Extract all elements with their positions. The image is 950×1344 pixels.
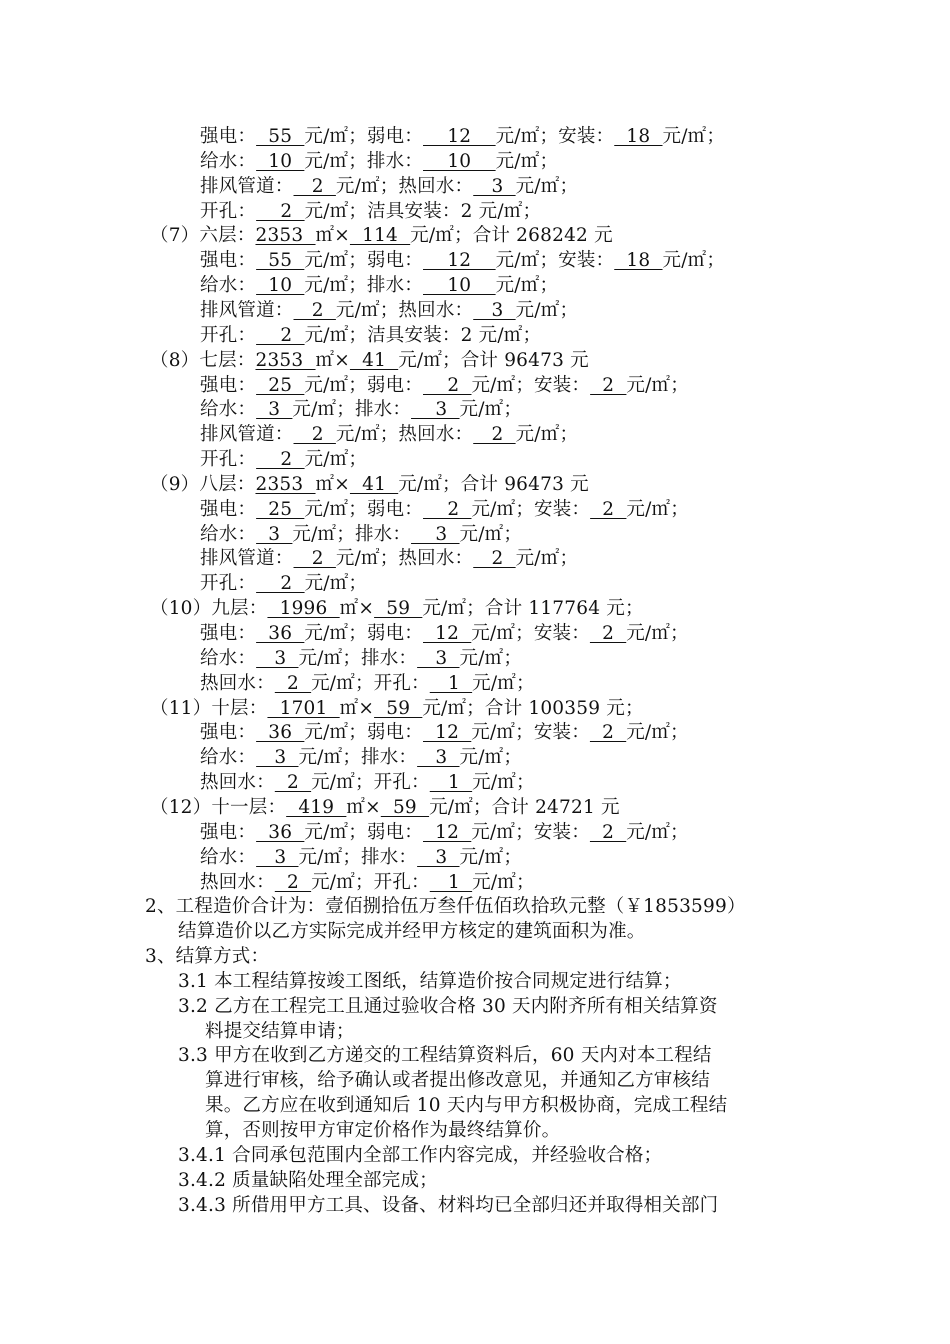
- text-line: [200, 447, 367, 472]
- filled-blank: 59: [374, 598, 423, 620]
- text-segment: 元/㎡；: [515, 424, 579, 446]
- filled-blank: 41: [349, 473, 399, 495]
- filled-blank: 18: [614, 126, 663, 147]
- text-segment: 元/㎡；洁具安装：2 元/㎡；: [304, 324, 542, 346]
- text-line: [200, 546, 578, 571]
- text-line: [150, 348, 589, 373]
- text-segment: 结算造价以乙方实际完成并经甲方核定的建筑面积为准。: [178, 921, 646, 943]
- text-segment: 元/㎡；弱电：: [304, 374, 424, 396]
- text-line: [205, 1019, 355, 1044]
- filled-blank: 2: [590, 498, 627, 520]
- filled-blank: 3: [256, 747, 299, 769]
- text-segment: 元/㎡；开孔：: [311, 772, 430, 794]
- text-line: [200, 770, 535, 795]
- filled-blank: 55: [256, 126, 305, 147]
- text-segment: 排风管道：: [200, 175, 294, 197]
- text-segment: 给水：: [200, 747, 257, 769]
- text-line: [200, 373, 689, 398]
- filled-blank: 3: [411, 523, 460, 545]
- text-segment: 元/㎡；: [626, 623, 689, 644]
- text-segment: 元/㎡；: [472, 672, 535, 694]
- text-segment: 元/㎡；热回水：: [335, 299, 474, 321]
- filled-blank: 55: [256, 250, 305, 272]
- text-segment: 开孔：: [200, 200, 257, 222]
- filled-blank: 1: [429, 871, 473, 893]
- filled-blank: 2: [256, 200, 305, 222]
- text-line: [200, 248, 725, 273]
- filled-blank: 3: [256, 523, 293, 545]
- filled-blank: 12: [423, 250, 496, 272]
- text-segment: 元/㎡；合计 268242 元: [410, 225, 613, 247]
- filled-blank: 2: [256, 449, 305, 471]
- text-segment: 元/㎡；安装：: [471, 722, 590, 744]
- filled-blank: 3: [473, 175, 516, 197]
- text-line: [178, 919, 646, 944]
- text-segment: 元/㎡；: [626, 374, 689, 396]
- text-segment: 强电：: [200, 623, 257, 644]
- text-segment: 开孔：: [200, 449, 257, 471]
- text-line: [200, 397, 522, 422]
- text-segment: 元/㎡；: [459, 399, 523, 421]
- filled-blank: 25: [256, 374, 305, 396]
- text-segment: 元/㎡；热回水：: [335, 175, 474, 197]
- text-segment: 元/㎡；安装：: [495, 250, 615, 272]
- text-segment: 排风管道：: [200, 299, 294, 321]
- filled-blank: 3: [411, 399, 460, 421]
- filled-blank: 2: [256, 324, 305, 346]
- text-segment: 元/㎡；: [515, 548, 579, 570]
- filled-blank: 2: [274, 772, 312, 794]
- filled-blank: 36: [256, 821, 305, 843]
- text-segment: 算进行审核，给予确认或者提出修改意见，并通知乙方审核结: [205, 1070, 710, 1092]
- text-segment: 元/㎡；: [472, 772, 535, 794]
- filled-blank: 10: [256, 150, 305, 172]
- text-line: [178, 1143, 662, 1168]
- text-segment: ㎡×: [346, 796, 381, 818]
- text-segment: 元/㎡；安装：: [471, 821, 590, 843]
- text-segment: 元/㎡；开孔：: [311, 871, 430, 893]
- text-line: [145, 944, 269, 969]
- text-line: [205, 1093, 727, 1118]
- text-segment: 元/㎡；: [626, 722, 689, 744]
- text-segment: 元/㎡；: [515, 175, 579, 197]
- text-segment: 排风管道：: [200, 424, 294, 446]
- text-segment: 元/㎡；: [472, 871, 535, 893]
- text-segment: 3、结算方式：: [145, 946, 270, 968]
- filled-blank: 36: [256, 722, 305, 744]
- text-segment: ㎡×: [339, 598, 375, 620]
- text-segment: 给水：: [200, 846, 257, 868]
- text-segment: 元/㎡；弱电：: [304, 722, 424, 744]
- text-segment: 料提交结算申请；: [205, 1020, 355, 1042]
- text-line: [200, 149, 558, 174]
- filled-blank: 3: [256, 846, 299, 868]
- text-segment: 3.4.3 所借用甲方工具、设备、材料均已全部归还并取得相关部门: [178, 1194, 719, 1216]
- filled-blank: 10: [423, 275, 496, 297]
- text-segment: 元/㎡；: [459, 523, 523, 545]
- filled-blank: 12: [423, 623, 472, 644]
- text-segment: 元/㎡；热回水：: [335, 548, 474, 570]
- text-segment: 元/㎡；安装：: [471, 623, 590, 644]
- text-segment: 元/㎡；安装：: [495, 126, 615, 147]
- filled-blank: 2: [293, 548, 336, 570]
- text-line: [178, 994, 718, 1019]
- text-segment: 元/㎡；排水：: [298, 846, 418, 868]
- text-segment: 强电：: [200, 821, 257, 843]
- text-segment: 给水：: [200, 399, 257, 421]
- filled-blank: 12: [423, 722, 472, 744]
- text-segment: 元/㎡；排水：: [292, 523, 412, 545]
- text-line: [178, 1193, 718, 1218]
- filled-blank: 3: [473, 299, 516, 321]
- filled-blank: 2: [293, 299, 336, 321]
- text-segment: （12）十一层：: [150, 796, 287, 818]
- filled-blank: 2: [423, 498, 472, 520]
- text-segment: 开孔：: [200, 573, 257, 595]
- text-segment: ㎡×: [339, 697, 375, 719]
- text-segment: 元/㎡；排水：: [304, 275, 424, 297]
- text-line: [150, 696, 644, 721]
- text-line: [200, 298, 578, 323]
- filled-blank: 1: [429, 672, 473, 694]
- filled-blank: 41: [349, 349, 399, 371]
- text-segment: 热回水：: [200, 772, 275, 794]
- text-segment: 给水：: [200, 150, 257, 172]
- filled-blank: 1701: [267, 697, 340, 719]
- text-line: [200, 621, 689, 646]
- text-segment: （9）八层：: [150, 473, 256, 495]
- filled-blank: 59: [374, 697, 423, 719]
- filled-blank: 2353: [255, 473, 316, 495]
- text-line: [200, 273, 558, 298]
- text-segment: 元/㎡；: [515, 299, 579, 321]
- text-line: [200, 174, 578, 199]
- text-line: [200, 820, 689, 845]
- text-line: [200, 571, 367, 596]
- filled-blank: 2: [590, 374, 627, 396]
- filled-blank: 12: [423, 126, 496, 147]
- text-segment: 热回水：: [200, 672, 275, 694]
- text-segment: 元/㎡；排水：: [298, 647, 418, 669]
- text-segment: 强电：: [200, 498, 257, 520]
- text-segment: ㎡×: [315, 349, 350, 371]
- filled-blank: 2: [473, 548, 516, 570]
- text-line: [200, 199, 541, 224]
- text-segment: 元/㎡；合计 96473 元: [398, 473, 589, 495]
- text-line: [200, 124, 725, 149]
- text-segment: 元/㎡；安装：: [471, 374, 591, 396]
- text-segment: 3.3 甲方在收到乙方递交的工程结算资料后，60 天内对本工程结: [178, 1045, 712, 1067]
- text-segment: 强电：: [200, 250, 257, 272]
- filled-blank: 36: [256, 623, 305, 644]
- text-segment: 强电：: [200, 722, 257, 744]
- filled-blank: 12: [423, 821, 472, 843]
- filled-blank: 2: [293, 175, 336, 197]
- text-segment: 算，否则按甲方审定价格作为最终结算价。: [205, 1120, 561, 1141]
- text-segment: 元/㎡；: [459, 846, 523, 868]
- text-line: [200, 522, 522, 547]
- text-segment: 强电：: [200, 374, 257, 396]
- text-line: [200, 845, 522, 870]
- text-line: [200, 323, 541, 348]
- filled-blank: 2: [589, 821, 627, 843]
- text-segment: 元/㎡；弱电：: [304, 623, 424, 644]
- text-segment: （10）九层：: [150, 598, 268, 620]
- text-segment: 元/㎡；: [495, 275, 559, 297]
- text-segment: 元/㎡；: [304, 449, 368, 471]
- filled-blank: 3: [256, 647, 299, 669]
- filled-blank: 2353: [255, 349, 316, 371]
- text-segment: 开孔：: [200, 324, 257, 346]
- text-segment: 3.4.1 合同承包范围内全部工作内容完成，并经验收合格；: [178, 1144, 663, 1166]
- text-segment: 元/㎡；合计 117764 元；: [422, 598, 644, 620]
- text-segment: 元/㎡；: [626, 498, 689, 520]
- text-line: [200, 745, 522, 770]
- filled-blank: 2: [293, 424, 336, 446]
- text-segment: 元/㎡；: [662, 126, 726, 147]
- filled-blank: 3: [417, 747, 460, 769]
- text-segment: ㎡×: [315, 225, 350, 247]
- text-line: [200, 422, 578, 447]
- text-segment: 3.2 乙方在工程完工且通过验收合格 30 天内附齐所有相关结算资: [178, 995, 718, 1017]
- text-segment: 果。乙方应在收到通知后 10 天内与甲方积极协商，完成工程结: [205, 1095, 728, 1117]
- text-line: [150, 223, 613, 248]
- text-segment: 元/㎡；: [459, 647, 523, 669]
- text-segment: 元/㎡；排水：: [292, 399, 412, 421]
- text-segment: 元/㎡；排水：: [298, 747, 418, 769]
- filled-blank: 2: [274, 871, 312, 893]
- text-segment: 元/㎡；弱电：: [304, 821, 424, 843]
- filled-blank: 3: [256, 399, 293, 421]
- text-line: [178, 969, 682, 994]
- filled-blank: 1: [429, 772, 473, 794]
- filled-blank: 25: [256, 498, 305, 520]
- text-line: [178, 1043, 712, 1068]
- text-segment: 2、工程造价合计为：壹佰捌拾伍万叁仟伍佰玖拾玖元整（￥1853599）: [145, 896, 746, 918]
- text-segment: ㎡×: [315, 473, 350, 495]
- filled-blank: 1996: [267, 598, 340, 620]
- filled-blank: 10: [423, 150, 496, 172]
- text-segment: 元/㎡；: [459, 747, 523, 769]
- text-segment: 元/㎡；安装：: [471, 498, 591, 520]
- text-segment: 排风管道：: [200, 548, 294, 570]
- text-line: [150, 596, 644, 621]
- filled-blank: 3: [417, 846, 460, 868]
- text-line: [178, 1168, 438, 1193]
- text-segment: 强电：: [200, 126, 257, 147]
- text-segment: 元/㎡；开孔：: [311, 672, 430, 694]
- filled-blank: 2: [589, 623, 627, 644]
- text-segment: 3.4.2 质量缺陷处理全部完成；: [178, 1169, 438, 1191]
- text-segment: 给水：: [200, 275, 257, 297]
- text-line: [205, 1118, 560, 1143]
- text-segment: （11）十层：: [150, 697, 268, 719]
- text-segment: 元/㎡；合计 96473 元: [398, 349, 589, 371]
- text-line: [200, 870, 535, 895]
- text-line: [200, 497, 689, 522]
- filled-blank: 2: [274, 672, 312, 694]
- filled-blank: 2: [256, 573, 305, 595]
- text-segment: 元/㎡；洁具安装：2 元/㎡；: [304, 200, 542, 222]
- text-line: [205, 1068, 710, 1093]
- filled-blank: 59: [380, 796, 430, 818]
- filled-blank: 2: [423, 374, 472, 396]
- filled-blank: 2: [589, 722, 627, 744]
- text-segment: 元/㎡；: [662, 250, 726, 272]
- text-segment: 元/㎡；: [304, 573, 368, 595]
- filled-blank: 18: [614, 250, 663, 272]
- text-segment: 元/㎡；合计 100359 元；: [422, 697, 644, 719]
- text-line: [145, 894, 746, 919]
- text-line: [150, 472, 589, 497]
- filled-blank: 3: [417, 647, 460, 669]
- text-segment: 给水：: [200, 647, 257, 669]
- filled-blank: 114: [349, 225, 411, 247]
- text-segment: 元/㎡；热回水：: [335, 424, 474, 446]
- text-segment: （7）六层：: [150, 225, 256, 247]
- filled-blank: 419: [286, 796, 347, 818]
- text-segment: 元/㎡；弱电：: [304, 250, 424, 272]
- text-segment: （8）七层：: [150, 349, 256, 371]
- text-segment: 给水：: [200, 523, 257, 545]
- text-line: [200, 720, 689, 745]
- filled-blank: 2: [473, 424, 516, 446]
- filled-blank: 2353: [255, 225, 316, 247]
- text-segment: 元/㎡；弱电：: [304, 126, 424, 147]
- text-segment: 热回水：: [200, 871, 275, 893]
- text-segment: 元/㎡；排水：: [304, 150, 424, 172]
- filled-blank: 10: [256, 275, 305, 297]
- text-segment: 3.1 本工程结算按竣工图纸，结算造价按合同规定进行结算；: [178, 970, 682, 992]
- text-segment: 元/㎡；弱电：: [304, 498, 424, 520]
- text-segment: 元/㎡；合计 24721 元: [429, 796, 620, 818]
- text-segment: 元/㎡；: [626, 821, 689, 843]
- text-line: [200, 671, 535, 696]
- text-line: [150, 795, 620, 820]
- text-line: [200, 646, 522, 671]
- text-segment: 元/㎡；: [495, 150, 559, 172]
